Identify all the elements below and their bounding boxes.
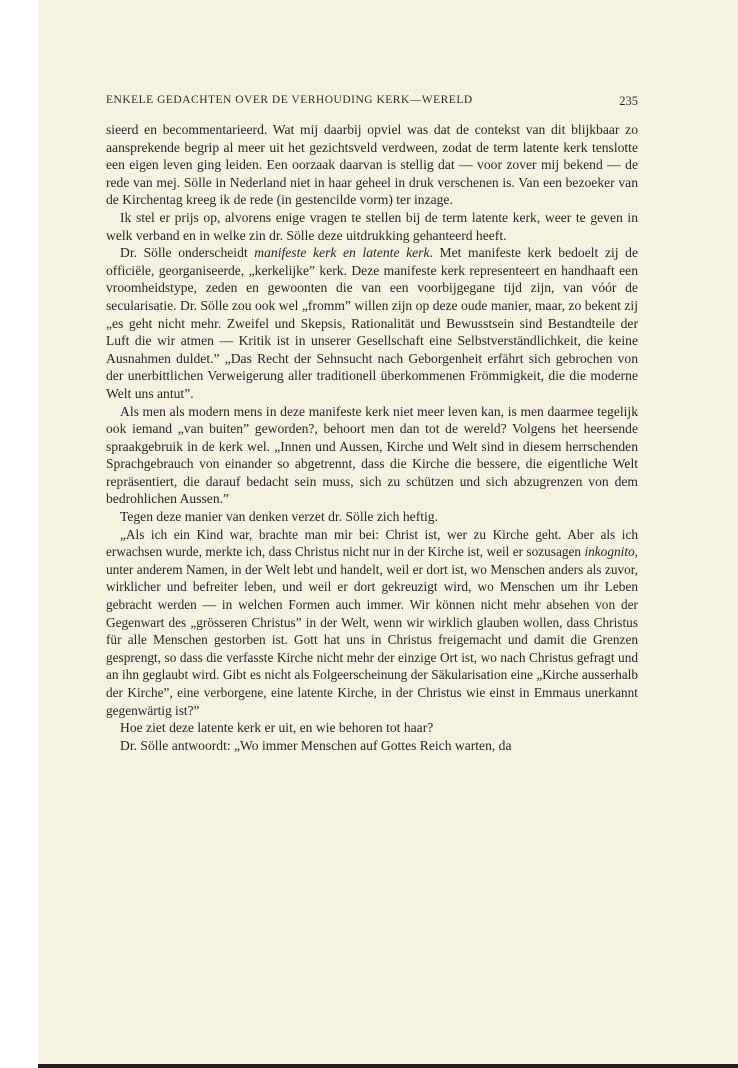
paragraph — [106, 526, 638, 720]
text-run: Hoe ziet deze latente kerk er uit, en wie behoren tot haar? — [120, 720, 434, 736]
paragraph — [106, 508, 638, 526]
paragraph — [106, 121, 638, 209]
text-run: sieerd en becommentarieerd. Wat mij daarbij opviel was dat de contekst van dit blijkbaar zo aansprekende begrip al meer uit het gezichtsveld verdween, zodat de term latente kerk tenslotte een eigen leven ging leiden. Een oorzaak daarvan is stellig dat — voor zover mij bekend — de rede van mej. Sölle in Nederland niet in haar geheel in druk verschenen is. Van een bezoeker van de Kirchentag kreeg ik de rede (in gestencilde vorm) ter inzage. — [106, 122, 638, 208]
text-run: , unter anderem Namen, in der Welt lebt und handelt, weil er dort ist, wo Menschen anders als zuvor, wirklicher und befreiter leben, und weil er dort gekreuzigt wird, wo Menschen um ihr Leben gebracht werden — in welchen Formen auch immer. Wir können nicht mehr absehen von der Gegenwart des „grösseren Christus” in der Welt, wenn wir wirklich glauben wollen, dass Christus für alle Menschen gestorben ist. Gott hat uns in Christus freigemacht und damit die Grenzen gesprengt, so dass die verfasste Kirche nicht mehr der einzige Ort ist, wo nach Christus gefragt und an ihn geglaubt wird. Gibt es nicht als Folgeerscheinung der Säkularisation eine „Kirche ausserhalb der Kirche”, eine verborgene, eine latente Kirche, in der Christus wie einst in Emmaus unerkannt gegenwärtig ist?” — [106, 544, 638, 718]
text-run: Dr. Sölle onderscheidt — [120, 245, 255, 261]
paragraph — [106, 209, 638, 244]
paragraph — [106, 244, 638, 402]
body-text — [106, 121, 638, 754]
page-number: 235 — [619, 94, 638, 108]
italic-phrase: manifeste kerk en latente kerk — [254, 245, 430, 261]
page-edge-bar — [38, 1064, 738, 1068]
paragraph — [106, 403, 638, 509]
paragraph — [106, 737, 638, 755]
text-run: . Met manifeste kerk bedoelt zij de officiële, georganiseerde, „kerkelijke” kerk. Deze manifeste kerk representeert en handhaaft een vroomheidstype, zeden en gewoonten die van een voorbijgegane tijd zijn, van vóór de secularisatie. Dr. Sölle zou ook wel „fromm” willen zijn op deze oude manier, maar, zo bekent zij „es geht nicht mehr. Zweifel und Skepsis, Rationalität und Bewusstsein sind Bestandteile der Luft die wir atmen — Kritik ist in unserer Gesellschaft eine Selbstverständlichkeit, die keine Ausnahmen duldet.” „Das Recht der Sehnsucht nach Geborgenheit erfährt sich gebrochen von der unerbittlichen Verweigerung aller traditionell überkommenen Frömmigkeit, die die moderne Welt uns antut”. — [106, 245, 638, 401]
text-run: Tegen deze manier van denken verzet dr. Sölle zich heftig. — [120, 509, 438, 525]
text-run: Dr. Sölle antwoordt: „Wo immer Menschen auf Gottes Reich warten, da — [120, 737, 512, 753]
page-header — [106, 94, 638, 112]
paragraph — [106, 719, 638, 737]
text-run: Als men als modern mens in deze manifeste kerk niet meer leven kan, is men daarmee tegelijk ook iemand „van buiten” geworden?, behoort men dan tot de wereld? Volgens het heersende spraakgebruik in de kerk wel. „Innen und Aussen, Kirche und Welt sind in diesem herrschenden Sprachgebrauch von einander so abgetrennt, dass die Kirche die bessere, die eigentliche Welt repräsentiert, die darauf bedacht sein muss, sich zu schützen und sich abzugrenzen von dem bedrohlichen Aussen.” — [106, 403, 638, 507]
text-run: „Als ich ein Kind war, brachte man mir bei: Christ ist, wer zu Kirche geht. Aber als ich erwachsen wurde, merkte ich, dass Christus nicht nur in der Kirche ist, weil er sozusagen — [106, 526, 638, 560]
text-run: Ik stel er prijs op, alvorens enige vragen te stellen bij de term latente kerk, weer te geven in welk verband en in welke zin dr. Sölle deze uitdrukking gehanteerd heeft. — [106, 209, 638, 243]
running-title: ENKELE GEDACHTEN OVER DE VERHOUDING KERK—WERELD — [106, 94, 473, 106]
italic-phrase: inkognito — [584, 544, 635, 560]
